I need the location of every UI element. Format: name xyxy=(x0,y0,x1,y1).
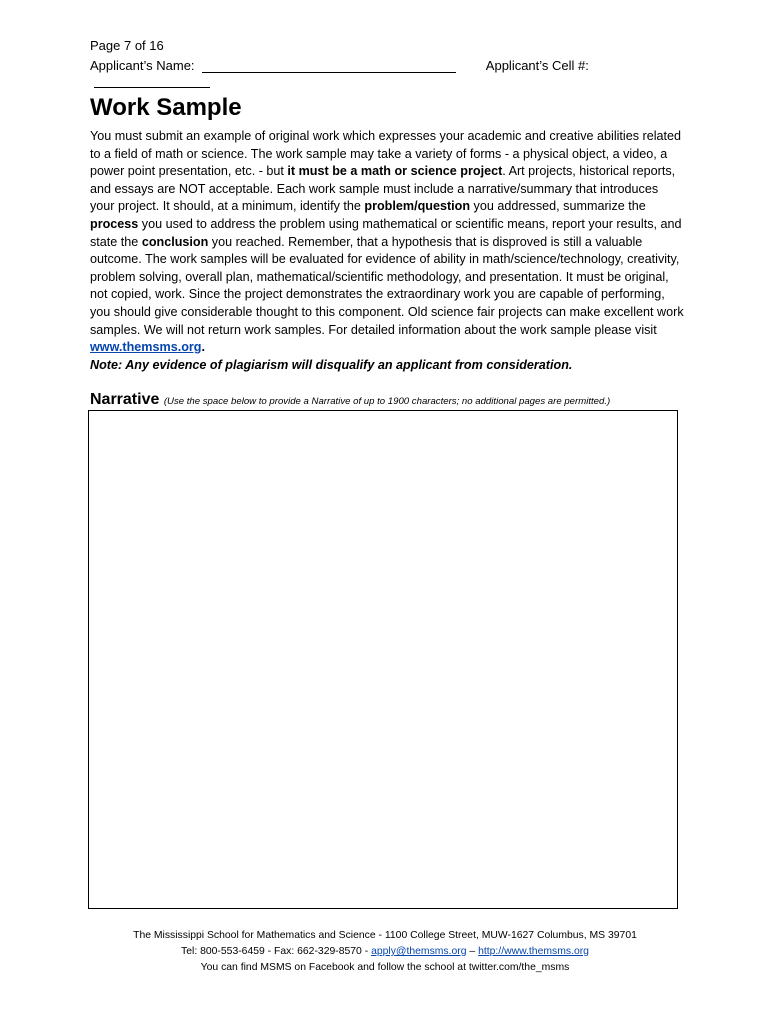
instructions-paragraph xyxy=(90,128,684,374)
narrative-label: Narrative xyxy=(90,391,160,408)
narrative-hint: (Use the space below to provide a Narrative of up to 1900 characters; no additional pages are permitted.) xyxy=(163,396,611,407)
emphasis-conclusion: conclusion xyxy=(141,234,209,249)
instructions-text: you reached. Remember, that a hypothesis that is disproved is still a valuable outcome. The work samples will be evaluated for evidence of ability in math/science/technology, creativity, problem solving, overall plan, mathematical/scientific methodology, and presentation. It must be original, not copied, work. Since the project demonstrates the extraordinary work you are capable of performing, you should give considerable thought to this component. Old science fair projects can make excellent work samples. We will not return work samples. For detailed information about the work sample please visit xyxy=(90,234,684,337)
emphasis-math-science: it must be a math or science project xyxy=(287,164,503,179)
instructions-text: You must submit an example of original work which expresses your academic and creative abilities related to a field of math or science. The work sample may take a variety of forms - a physical object, a video, a power point presentation, etc. - but xyxy=(90,129,682,179)
plagiarism-note: Note: Any evidence of plagiarism will disqualify an applicant from consideration. xyxy=(90,357,573,372)
narrative-heading xyxy=(90,391,610,409)
footer-email-link[interactable]: apply@themsms.org xyxy=(371,946,467,957)
emphasis-problem: problem/question xyxy=(364,199,471,214)
footer-contact xyxy=(90,944,680,960)
emphasis-process: process xyxy=(90,216,139,231)
narrative-input-box[interactable] xyxy=(88,410,678,909)
applicant-name-label: Applicant’s Name: xyxy=(90,58,195,73)
footer-phone-fax: Tel: 800-553-6459 - Fax: 662-329-8570 - xyxy=(181,946,372,957)
page-footer xyxy=(90,928,680,976)
footer-address: The Mississippi School for Mathematics and Science - 1100 College Street, MUW-1627 Columbus, MS 39701 xyxy=(133,930,637,941)
page-number: Page 7 of 16 xyxy=(90,38,164,53)
instructions-text: you used to address the problem using mathematical or scientific means, report your results, and state the xyxy=(90,216,682,249)
applicant-name-field[interactable] xyxy=(202,58,456,73)
website-link[interactable]: www.themsms.org xyxy=(90,340,202,355)
footer-separator: – xyxy=(466,946,479,957)
applicant-cell-field[interactable] xyxy=(94,73,210,88)
footer-social: You can find MSMS on Facebook and follow the school at twitter.com/the_msms xyxy=(200,962,570,973)
applicant-info-row xyxy=(90,58,680,88)
instructions-text: . Art projects, historical reports, and essays are NOT acceptable. Each work sample must include a narrative/summary that introduces your project. It should, at a minimum, identify the xyxy=(90,164,676,214)
page-title: Work Sample xyxy=(90,94,242,121)
footer-url-link[interactable]: http://www.themsms.org xyxy=(478,946,589,957)
instructions-text: you addressed, summarize the xyxy=(470,199,646,214)
instructions-text: . xyxy=(201,340,205,355)
applicant-cell-label: Applicant’s Cell #: xyxy=(485,58,589,73)
